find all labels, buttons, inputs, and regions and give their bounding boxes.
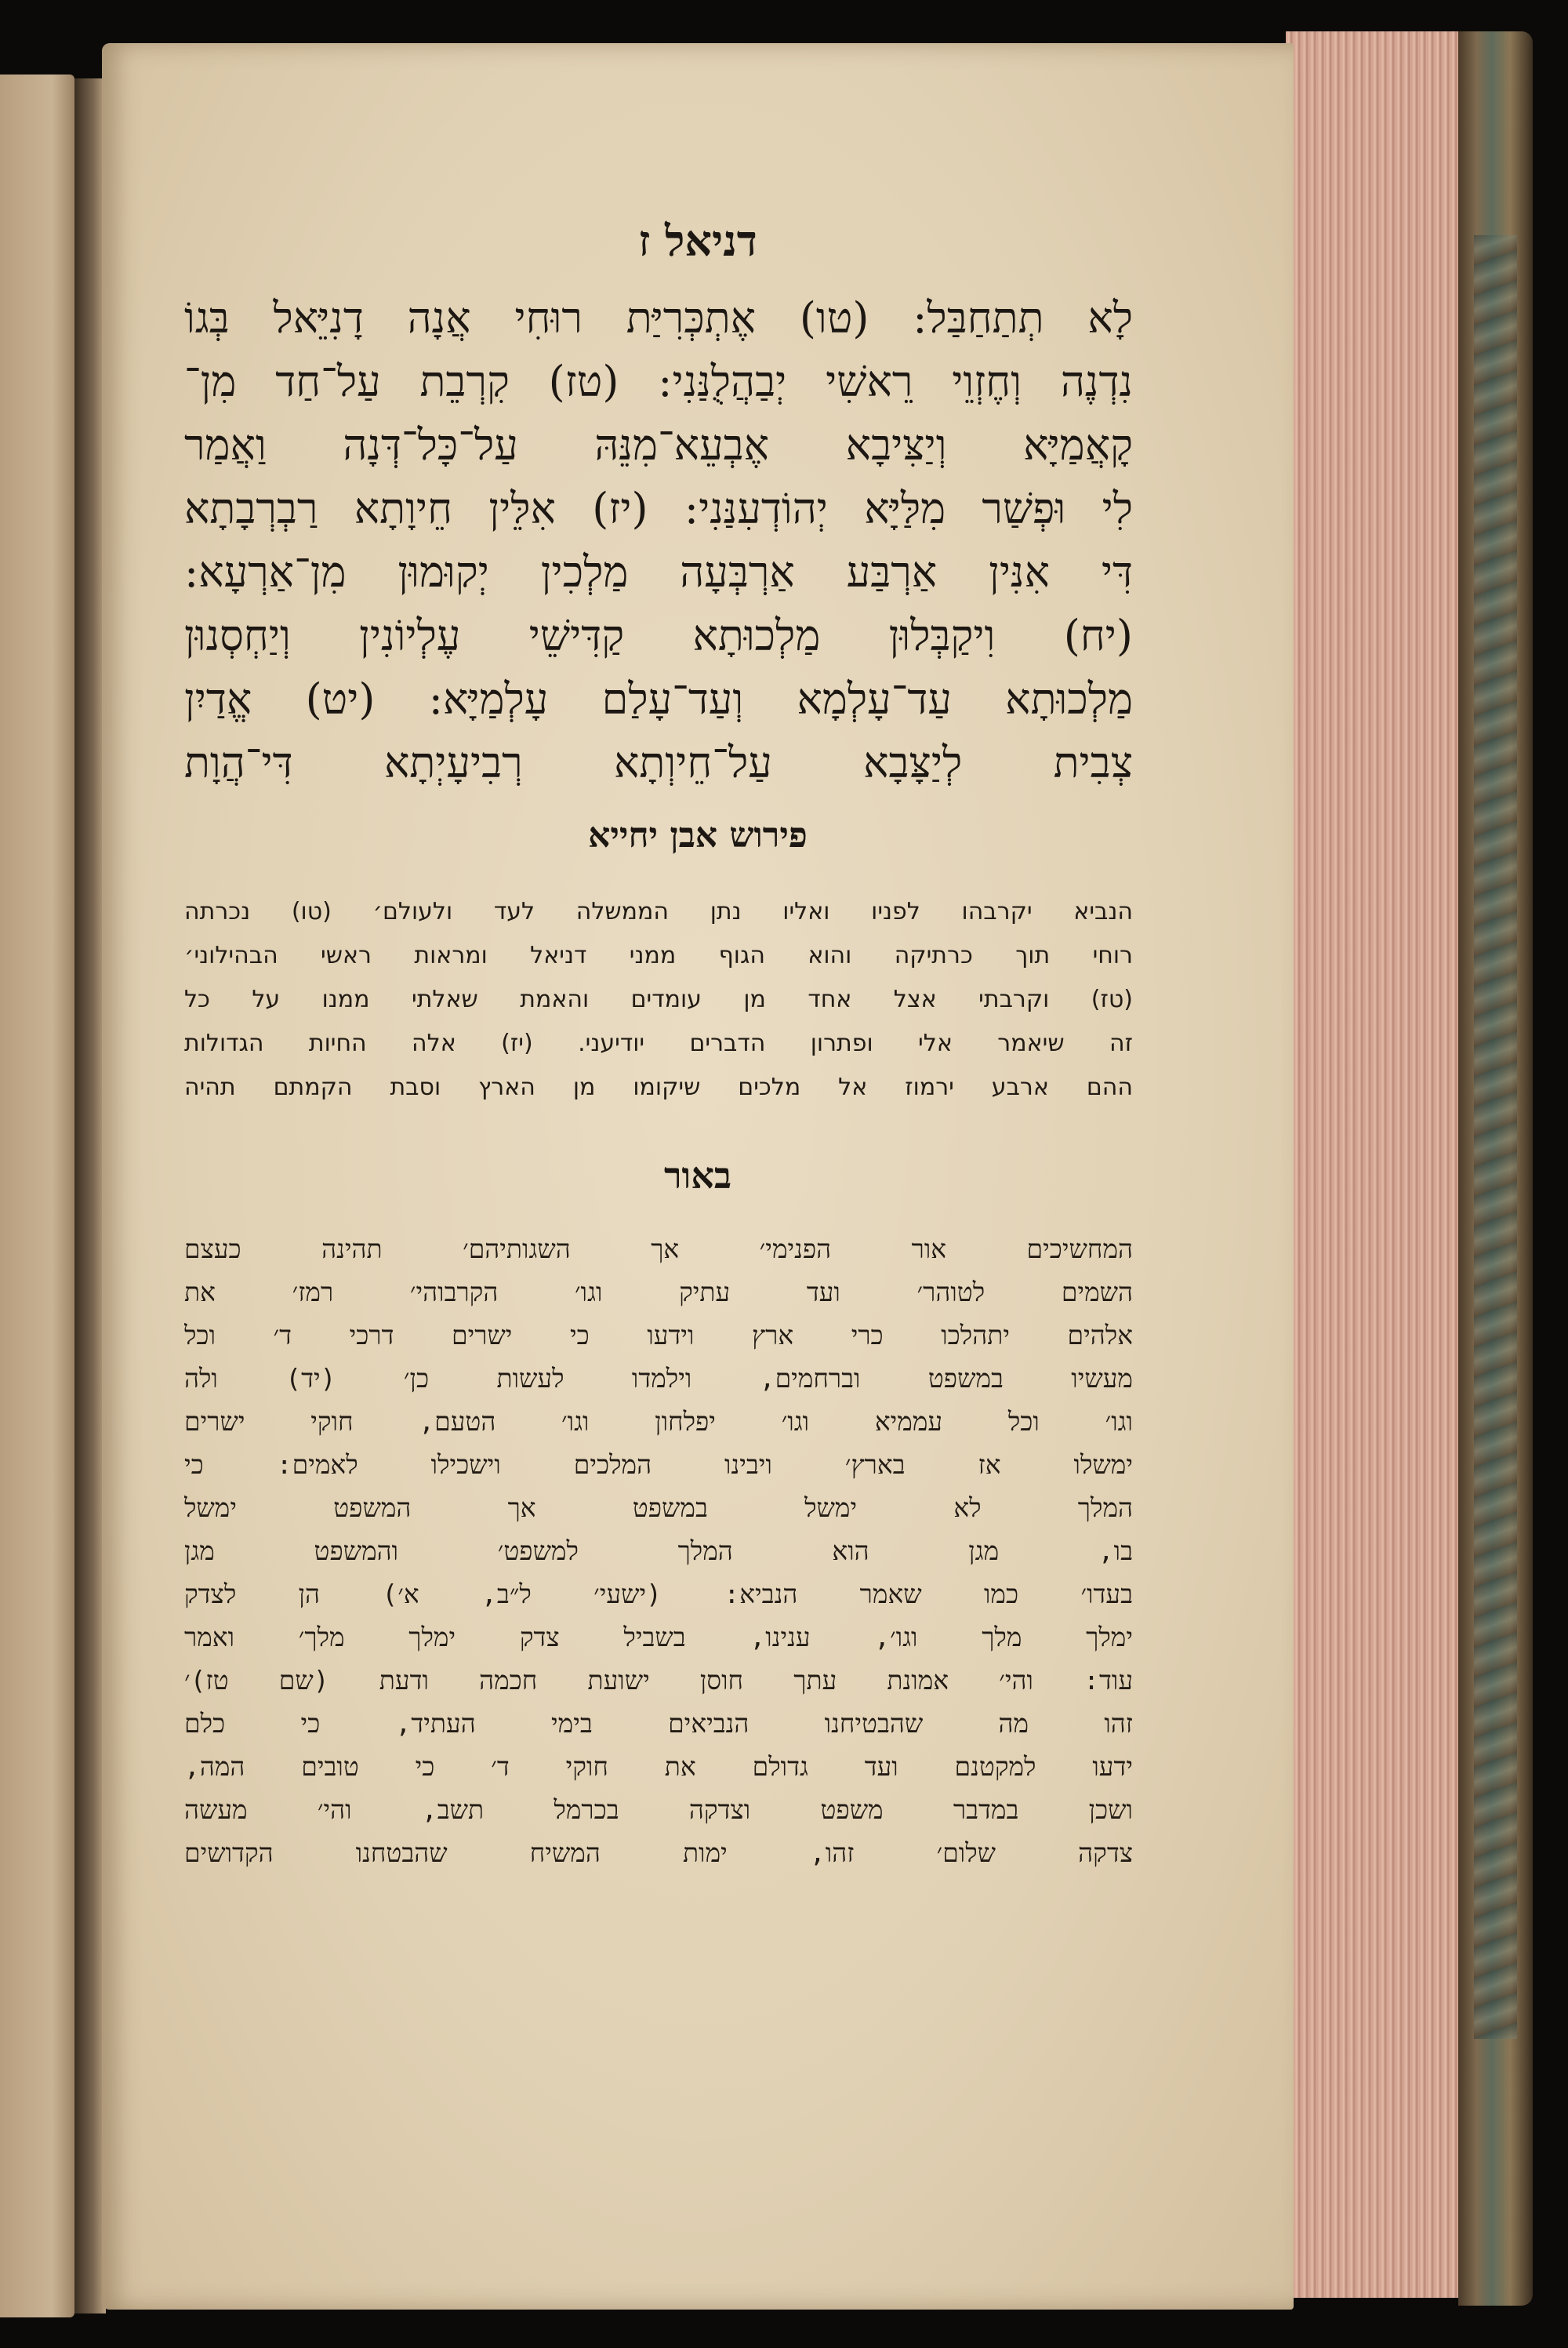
beur-line: ימלך מלך וגו׳, ענינו, בשביל צדק ימלך מלך׳ ואמר xyxy=(184,1622,1133,1652)
beur-line: המלך לא ימשל במשפט אך המשפט ימשל xyxy=(184,1492,1133,1523)
running-head: דניאל ז xyxy=(638,216,757,266)
scripture-line: מַלְכוּתָא עַד־עָלְמָא וְעַד־עָלַם עָלְמַיָּא: (יט) אֱדַיִן xyxy=(184,674,1133,724)
commentary-line: זה שיאמר אלי ופתרון הדברים יודיעני. (יז) אלה החיות הגדולות xyxy=(184,1030,1133,1057)
beur-line: ושכן במדבר משפט וצדקה בכרמל תשב, והי׳ מעשה xyxy=(184,1794,1133,1825)
commentary-line: רוחי תוך כרתיקה והוא הגוף ממני דניאל ומראות ראשי הבהילוני׳ xyxy=(184,942,1133,969)
page-edges xyxy=(1286,31,1466,2298)
beur-heading: באור xyxy=(663,1154,732,1197)
scripture-line: קָאֲמַיָּא וְיַצִּיבָא אֶבְעֵא־מִנֵּהּ עַל־כָּל־דְּנָה וַאֲמַר xyxy=(184,420,1133,470)
beur-line: ימשלו אז בארץ׳ ויבינו המלכים וישכילו לאמים: כי xyxy=(184,1449,1133,1480)
scripture-text xyxy=(184,286,1133,794)
scripture-line: צְבִית לְיַצָּבָא עַל־חֵיוְתָא רְבִיעָיְתָא דִּי־הֲוָת xyxy=(184,738,1133,787)
beur-line: המחשיכים אור הפנימי׳ אך השגותיהם׳ תהינה כעצם xyxy=(184,1234,1133,1264)
beur-line: בעדו׳ כמו שאמר הנביא: (ישעי׳ ל״ב, א׳) הן לצדק xyxy=(184,1579,1133,1609)
book-gutter xyxy=(74,78,106,2313)
beur-line: וגו׳ וכל עממיא וגו׳ יפלחון וגו׳ הטעם, חוקי ישרים xyxy=(184,1406,1133,1437)
beur-line: זהו מה שהבטיחנו הנביאים בימי העתיד, כי כלם xyxy=(184,1708,1133,1739)
beur-line: בו, מגן הוא המלך למשפט׳ והמשפט מגן xyxy=(184,1536,1133,1566)
beur-line: צדקה שלום׳ זהו, ימות המשיח שהבטחנו הקדושים xyxy=(184,1837,1133,1868)
scripture-line: (יח) וִיקַבְּלוּן מַלְכוּתָא קַדִּישֵׁי עֶלְיוֹנִין וְיַחְסְנוּן xyxy=(184,611,1133,660)
beur-text xyxy=(184,1227,1133,1874)
left-page-edge xyxy=(0,75,74,2317)
beur-line: אלהים יתהלכו כרי ארץ וידעו כי ישרים דרכי ד׳ וכל xyxy=(184,1320,1133,1350)
scripture-line: נִדְנֶה וְחֶזְוֵי רֵאשִׁי יְבַהֲלֻנַּנִי: (טז) קִרְבֵת עַל־חַד מִן־ xyxy=(184,357,1133,406)
beur-line: השמים לטוהר׳ ועד עתיק וגו׳ הקרבוהי׳ רמז׳ את xyxy=(184,1277,1133,1307)
scripture-line: דִּי אִנִּין אַרְבַּע אַרְבְּעָה מַלְכִין יְקוּמוּן מִן־אַרְעָא: xyxy=(184,547,1133,597)
scripture-line: לָא תְתַחַבַּל: (טו) אֶתְכְּרִיַּת רוּחִי אֲנָה דָנִיֵּאל בְּגוֹ xyxy=(184,293,1133,343)
commentary-line: (טז) וקרבתי אצל אחד מן עומדים והאמת שאלתי ממנו על כל xyxy=(184,986,1133,1013)
beur-line: מעשיו במשפט וברחמים, וילמדו לעשות כן׳ (יד) ולה xyxy=(184,1363,1133,1394)
beur-line: ידעו למקטנם ועד גדולם את חוקי ד׳ כי טובים המה, xyxy=(184,1751,1133,1782)
commentary-line: הנביא יקרבהו לפניו ואליו נתן הממשלה לעד ולעולם׳ (טו) נכרתה xyxy=(184,898,1133,925)
marbled-cover xyxy=(1474,235,1517,2039)
beur-line: עוד: והי׳ אמונת עתך חוסן ישועת חכמה ודעת (שם טז)׳ xyxy=(184,1665,1133,1696)
commentary-line: ההם ארבע ירמוז אל מלכים שיקומו מן הארץ וסבת הקמתם תהיה xyxy=(184,1074,1133,1101)
scripture-line: לִי וּפְשַׁר מִלַּיָּא יְהוֹדְעִנַּנִי: (יז) אִלֵּין חֵיוָתָא רַבְרְבָתָא xyxy=(184,484,1133,533)
commentary-text xyxy=(184,890,1133,1110)
commentary-heading: פירוש אבן יחייא xyxy=(588,816,808,856)
